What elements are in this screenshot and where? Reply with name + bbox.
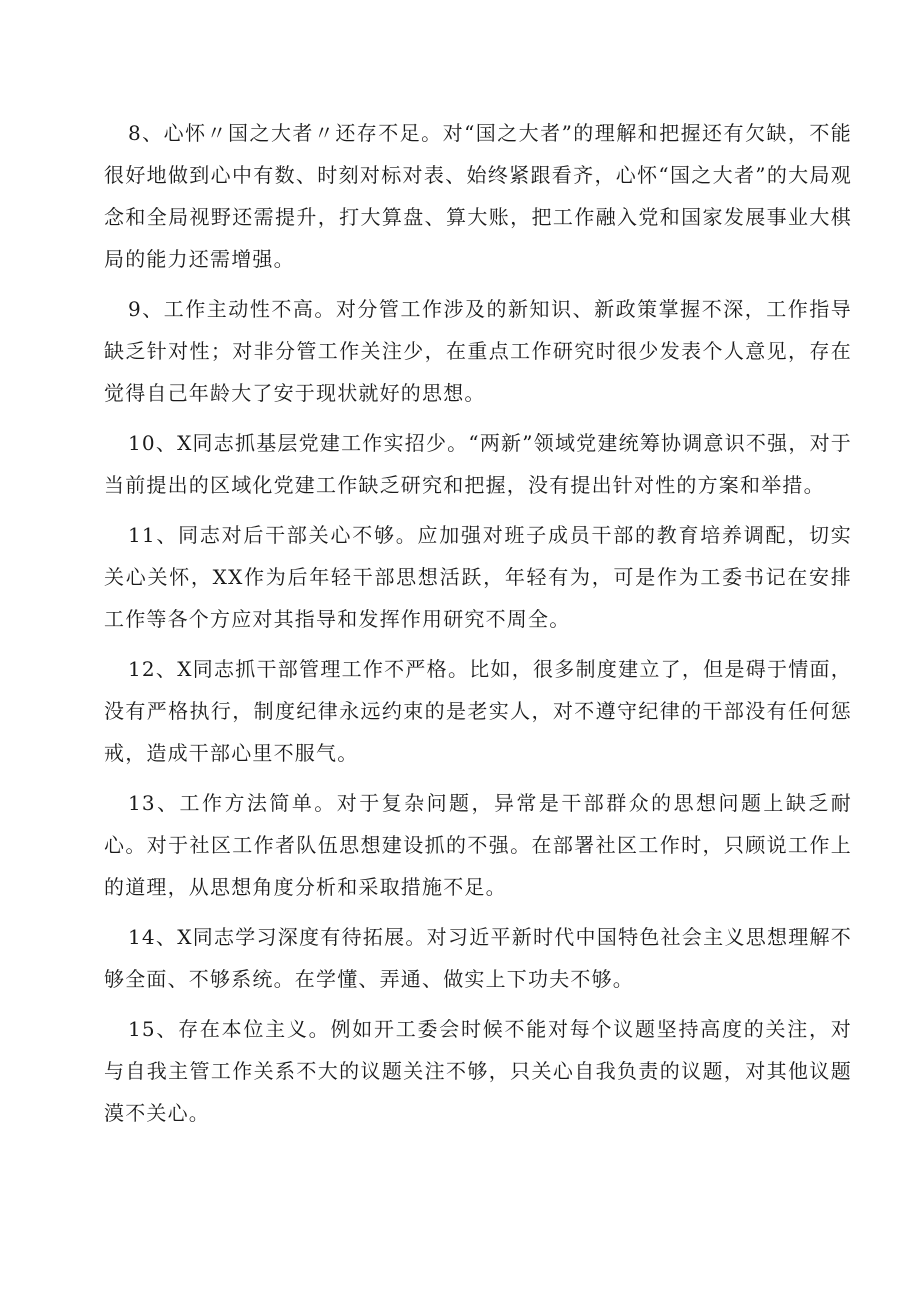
paragraph-item-8: 8、心怀〃国之大者〃还存不足。对“国之大者”的理解和把握还有欠缺，不能很好地做到心中有数、时刻对标对表、始终紧跟看齐，心怀“国之大者”的大局观念和全局视野还需提升，打大算盘、算大账，把工作融入党和国家发展事业大棋局的能力还需增强。 <box>104 121 852 271</box>
paragraph-item-15: 15、存在本位主义。例如开工委会时候不能对每个议题坚持高度的关注，对与自我主管工作关系不大的议题关注不够，只关心自我负责的议题，对其他议题漠不关心。 <box>104 1017 852 1125</box>
paragraph-item-11: 11、同志对后干部关心不够。应加强对班子成员干部的教育培养调配，切实关心关怀，XX作为后年轻干部思想活跃，年轻有为，可是作为工委书记在安排工作等各个方应对其指导和发挥作用研究不周全。 <box>104 523 852 631</box>
paragraph-item-14: 14、X同志学习深度有待拓展。对习近平新时代中国特色社会主义思想理解不够全面、不够系统。在学懂、弄通、做实上下功夫不够。 <box>104 925 852 991</box>
paragraph-item-10: 10、X同志抓基层党建工作实招少。“两新”领域党建统筹协调意识不强，对于当前提出的区域化党建工作缺乏研究和把握，没有提出针对性的方案和举措。 <box>104 431 852 497</box>
paragraph-item-9: 9、工作主动性不高。对分管工作涉及的新知识、新政策掌握不深，工作指导缺乏针对性；对非分管工作关注少，在重点工作研究时很少发表个人意见，存在觉得自己年龄大了安于现状就好的思想。 <box>104 297 852 405</box>
paragraph-item-13: 13、工作方法简单。对于复杂问题，异常是干部群众的思想问题上缺乏耐心。对于社区工作者队伍思想建设抓的不强。在部署社区工作时，只顾说工作上的道理，从思想角度分析和采取措施不足。 <box>104 791 852 899</box>
paragraph-item-12: 12、X同志抓干部管理工作不严格。比如，很多制度建立了，但是碍于情面，没有严格执行，制度纪律永远约束的是老实人，对不遵守纪律的干部没有任何惩戒，造成干部心里不服气。 <box>104 657 852 765</box>
document-body <box>104 112 852 1142</box>
